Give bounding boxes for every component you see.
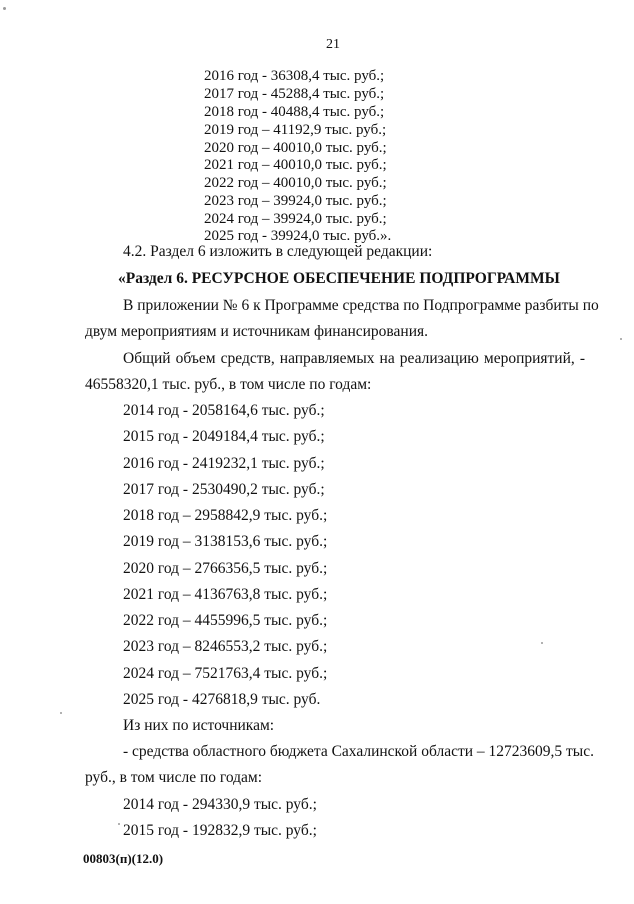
scan-speck — [620, 338, 622, 340]
list-item: 2014 год - 294330,9 тыс. руб.; — [123, 796, 317, 813]
sources-intro: Из них по источникам: — [123, 717, 275, 734]
list-item: 2016 год - 36308,4 тыс. руб.; — [204, 68, 385, 84]
list-item: 2019 год – 3138153,6 тыс. руб.; — [123, 533, 328, 550]
list-item: 2024 год – 39924,0 тыс. руб.; — [204, 211, 387, 227]
list-item: 2018 год - 40488,4 тыс. руб.; — [204, 104, 385, 120]
list-item: 2024 год – 7521763,4 тыс. руб.; — [123, 665, 328, 682]
list-item: 2022 год – 4455996,5 тыс. руб.; — [123, 612, 328, 629]
paragraph-line: В приложении № 6 к Программе средства по Подпрограмме разбиты по — [123, 297, 599, 314]
section-heading: «Раздел 6. РЕСУРСНОЕ ОБЕСПЕЧЕНИЕ ПОДПРОГРАММЫ — [118, 270, 560, 287]
paragraph-line: руб., в том числе по годам: — [85, 769, 263, 786]
scan-speck — [541, 642, 543, 644]
list-item: 2021 год – 4136763,8 тыс. руб.; — [123, 586, 328, 603]
footer-code: 00803(п)(12.0) — [83, 851, 164, 866]
list-item: 2022 год – 40010,0 тыс. руб.; — [204, 175, 387, 191]
list-item: 2021 год – 40010,0 тыс. руб.; — [204, 157, 387, 173]
list-item: 2023 год – 8246553,2 тыс. руб.; — [123, 638, 328, 655]
list-item: 2020 год – 2766356,5 тыс. руб.; — [123, 560, 328, 577]
list-item: 2014 год - 2058164,6 тыс. руб.; — [123, 402, 325, 419]
list-item: 2020 год – 40010,0 тыс. руб.; — [204, 140, 387, 156]
scan-speck — [3, 7, 6, 10]
list-item: 2015 год - 192832,9 тыс. руб.; — [123, 822, 317, 839]
list-item: 2019 год – 41192,9 тыс. руб.; — [204, 122, 387, 138]
list-item: 2025 год - 39924,0 тыс. руб.». — [204, 228, 392, 244]
paragraph-line: Общий объем средств, направляемых на реализацию мероприятий, - — [123, 350, 585, 367]
list-item: 2017 год - 45288,4 тыс. руб.; — [204, 86, 385, 102]
page-number: 21 — [326, 37, 340, 52]
list-item: 2018 год – 2958842,9 тыс. руб.; — [123, 507, 328, 524]
amendment-intro: 4.2. Раздел 6 изложить в следующей редакции: — [123, 243, 433, 260]
scan-speck — [60, 712, 62, 714]
list-item: 2016 год - 2419232,1 тыс. руб.; — [123, 455, 325, 472]
list-item: 2015 год - 2049184,4 тыс. руб.; — [123, 428, 325, 445]
paragraph-line: двум мероприятиям и источникам финансирования. — [85, 323, 429, 340]
list-item: 2023 год – 39924,0 тыс. руб.; — [204, 193, 387, 209]
paragraph-line: - средства областного бюджета Сахалинской области – 12723609,5 тыс. — [123, 743, 594, 760]
paragraph-line: 46558320,1 тыс. руб., в том числе по годам: — [85, 376, 372, 393]
list-item: 2025 год - 4276818,9 тыс. руб. — [123, 691, 321, 708]
scan-speck — [118, 823, 120, 825]
list-item: 2017 год - 2530490,2 тыс. руб.; — [123, 481, 325, 498]
